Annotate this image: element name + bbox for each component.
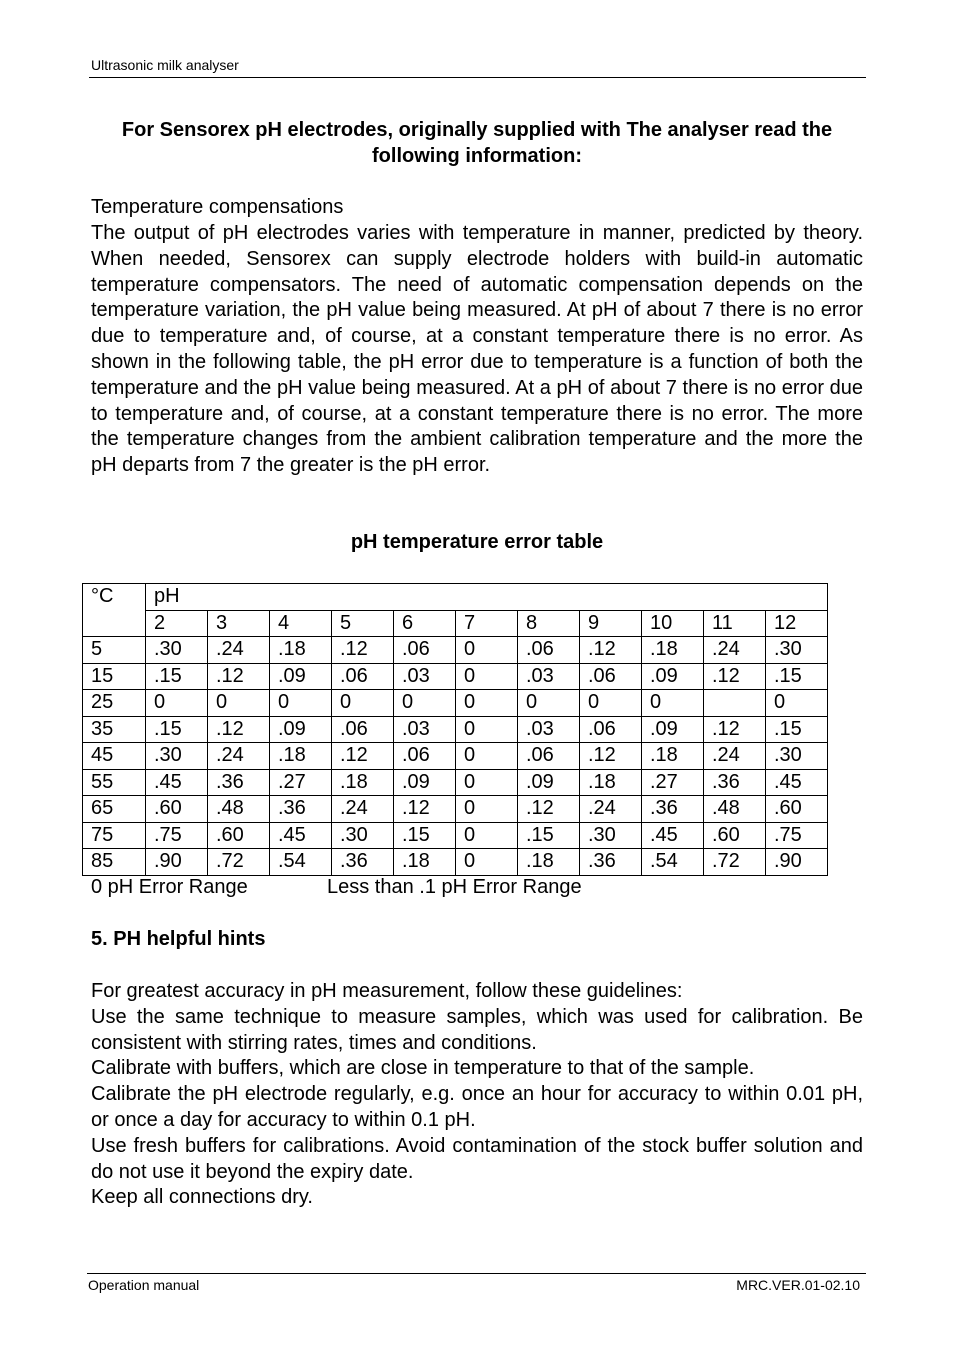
ph-header: pH: [146, 584, 828, 611]
error-cell: .45: [766, 769, 828, 796]
hint-item: Use fresh buffers for calibrations. Avoid contamination of the stock buffer solution and do not use it beyond the expiry date.: [91, 1134, 863, 1183]
error-cell: .36: [270, 796, 332, 823]
error-cell: 0: [766, 690, 828, 717]
table-row: [83, 796, 828, 823]
error-cell: .12: [580, 637, 642, 664]
temperature-cell: 65: [83, 796, 146, 823]
error-cell: .24: [704, 743, 766, 770]
error-cell: .30: [766, 743, 828, 770]
temperature-cell: 5: [83, 637, 146, 664]
error-cell: .15: [766, 716, 828, 743]
error-cell: [704, 690, 766, 717]
error-cell: .48: [704, 796, 766, 823]
error-cell: .45: [270, 822, 332, 849]
error-cell: 0: [456, 769, 518, 796]
error-cell: .36: [704, 769, 766, 796]
hint-item: Use the same technique to measure samples, which was used for calibration. Be consistent with stirring rates, times and conditions.: [91, 1005, 863, 1054]
ph-value-cell: 5: [332, 610, 394, 637]
header-divider: [89, 77, 866, 78]
ph-values-row: [83, 610, 828, 637]
temperature-cell: 85: [83, 849, 146, 876]
ph-value-cell: 11: [704, 610, 766, 637]
error-cell: .15: [766, 663, 828, 690]
error-cell: .12: [208, 716, 270, 743]
error-cell: 0: [456, 663, 518, 690]
error-cell: .30: [766, 637, 828, 664]
error-cell: .36: [332, 849, 394, 876]
error-cell: .03: [518, 663, 580, 690]
ph-value-cell: 9: [580, 610, 642, 637]
error-cell: .03: [518, 716, 580, 743]
temperature-cell: 45: [83, 743, 146, 770]
error-cell: .06: [518, 637, 580, 664]
error-cell: .06: [394, 743, 456, 770]
error-cell: .06: [332, 716, 394, 743]
error-cell: .30: [332, 822, 394, 849]
error-cell: .24: [208, 637, 270, 664]
error-cell: .12: [332, 637, 394, 664]
error-cell: .12: [208, 663, 270, 690]
error-cell: .24: [580, 796, 642, 823]
table-header-row: [83, 584, 828, 611]
table-legend: [91, 876, 582, 899]
page-header: Ultrasonic milk analyser: [91, 57, 239, 73]
error-cell: .15: [394, 822, 456, 849]
error-cell: .18: [270, 743, 332, 770]
error-cell: .75: [146, 822, 208, 849]
error-cell: 0: [394, 690, 456, 717]
footer-title: Operation manual: [88, 1277, 200, 1293]
temperature-cell: 55: [83, 769, 146, 796]
temperature-cell: 75: [83, 822, 146, 849]
error-cell: .06: [518, 743, 580, 770]
error-cell: 0: [270, 690, 332, 717]
footer-version: MRC.VER.01-02.10: [736, 1277, 860, 1293]
error-cell: .60: [704, 822, 766, 849]
error-cell: .03: [394, 663, 456, 690]
error-cell: .75: [766, 822, 828, 849]
error-cell: .60: [146, 796, 208, 823]
section-heading: For Sensorex pH electrodes, originally supplied with The analyser read the following information:: [121, 119, 833, 167]
ph-value-cell: 6: [394, 610, 456, 637]
error-cell: .06: [394, 637, 456, 664]
error-cell: .30: [580, 822, 642, 849]
error-cell: .15: [518, 822, 580, 849]
hint-item: Keep all connections dry.: [91, 1186, 313, 1209]
error-cell: 0: [456, 849, 518, 876]
error-cell: .18: [270, 637, 332, 664]
table-row: [83, 743, 828, 770]
error-cell: .45: [146, 769, 208, 796]
legend-zero-error: 0 pH Error Range: [91, 876, 248, 898]
hint-item: Calibrate the pH electrode regularly, e.g. once an hour for accuracy to within 0.01 pH, or once a day for accuracy to within 0.1 pH.: [91, 1083, 863, 1131]
error-cell: .18: [580, 769, 642, 796]
error-cell: .09: [394, 769, 456, 796]
error-cell: .12: [394, 796, 456, 823]
error-cell: .18: [518, 849, 580, 876]
error-cell: .30: [146, 743, 208, 770]
error-cell: 0: [332, 690, 394, 717]
ph-value-cell: 7: [456, 610, 518, 637]
error-cell: .36: [580, 849, 642, 876]
error-cell: 0: [518, 690, 580, 717]
error-cell: .24: [332, 796, 394, 823]
temperature-unit-header: °C: [83, 584, 146, 637]
ph-value-cell: 12: [766, 610, 828, 637]
table-row: [83, 690, 828, 717]
temperature-cell: 35: [83, 716, 146, 743]
error-cell: .90: [766, 849, 828, 876]
error-cell: 0: [456, 822, 518, 849]
hints-body: [91, 979, 863, 1211]
error-cell: .18: [642, 743, 704, 770]
ph-value-cell: 2: [146, 610, 208, 637]
error-cell: .24: [704, 637, 766, 664]
hints-title: 5. PH helpful hints: [91, 928, 266, 950]
error-cell: .18: [394, 849, 456, 876]
error-cell: .72: [208, 849, 270, 876]
error-cell: .09: [642, 663, 704, 690]
error-cell: .90: [146, 849, 208, 876]
error-cell: .27: [270, 769, 332, 796]
table-row: [83, 716, 828, 743]
error-cell: 0: [456, 637, 518, 664]
temperature-title: Temperature compensations: [91, 196, 344, 218]
error-cell: 0: [456, 716, 518, 743]
error-cell: .54: [270, 849, 332, 876]
error-cell: .18: [332, 769, 394, 796]
ph-value-cell: 8: [518, 610, 580, 637]
ph-value-cell: 4: [270, 610, 332, 637]
error-cell: .09: [270, 663, 332, 690]
error-cell: 0: [456, 796, 518, 823]
error-cell: .12: [704, 716, 766, 743]
error-cell: .24: [208, 743, 270, 770]
hints-intro: For greatest accuracy in pH measurement, follow these guidelines:: [91, 980, 683, 1002]
error-cell: .48: [208, 796, 270, 823]
error-cell: 0: [208, 690, 270, 717]
error-cell: .54: [642, 849, 704, 876]
error-cell: .06: [332, 663, 394, 690]
error-cell: .09: [518, 769, 580, 796]
error-cell: .09: [270, 716, 332, 743]
error-cell: .15: [146, 663, 208, 690]
ph-error-table: [82, 583, 828, 876]
error-cell: .12: [518, 796, 580, 823]
error-cell: .60: [766, 796, 828, 823]
error-cell: .27: [642, 769, 704, 796]
table-row: [83, 822, 828, 849]
error-cell: .06: [580, 663, 642, 690]
error-cell: 0: [456, 690, 518, 717]
error-cell: 0: [456, 743, 518, 770]
error-cell: 0: [642, 690, 704, 717]
error-cell: .03: [394, 716, 456, 743]
error-cell: 0: [580, 690, 642, 717]
temperature-cell: 15: [83, 663, 146, 690]
ph-value-cell: 10: [642, 610, 704, 637]
table-row: [83, 769, 828, 796]
error-cell: .09: [642, 716, 704, 743]
error-cell: .06: [580, 716, 642, 743]
error-cell: .15: [146, 716, 208, 743]
error-cell: .30: [146, 637, 208, 664]
table-row: [83, 663, 828, 690]
error-cell: .12: [332, 743, 394, 770]
error-cell: .12: [580, 743, 642, 770]
error-cell: .36: [642, 796, 704, 823]
error-cell: .36: [208, 769, 270, 796]
error-cell: .45: [642, 822, 704, 849]
ph-value-cell: 3: [208, 610, 270, 637]
error-cell: .60: [208, 822, 270, 849]
hint-item: Calibrate with buffers, which are close in temperature to that of the sample.: [91, 1057, 755, 1080]
temperature-cell: 25: [83, 690, 146, 717]
temperature-body: The output of pH electrodes varies with temperature in manner, predicted by theory. When needed, Sensorex can supply electrode holders with build-in automatic temperature compensators. The need of automatic compensation depends on the temperature variation, the pH value being measured. At pH of about 7 there is no error due to temperature and, of course, at a constant temperature there is no error. As shown in the following table, the pH error due to temperature is a function of both the temperature and the pH value being measured. At a pH of about 7 there is no error due to temperature and, of course, at a constant temperature there is no error. The more the temperature changes from the ambient calibration temperature and the more the pH departs from 7 the greater is the pH error.: [91, 222, 863, 477]
error-cell: 0: [146, 690, 208, 717]
footer-divider: [87, 1273, 866, 1274]
error-cell: .12: [704, 663, 766, 690]
error-cell: .18: [642, 637, 704, 664]
table-title: pH temperature error table: [350, 531, 604, 553]
table-row: [83, 637, 828, 664]
table-row: [83, 849, 828, 876]
error-cell: .72: [704, 849, 766, 876]
legend-small-error: Less than .1 pH Error Range: [327, 876, 582, 898]
